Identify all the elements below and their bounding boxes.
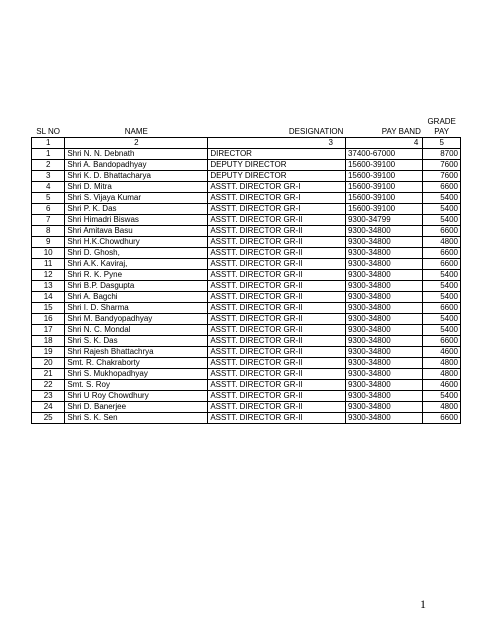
- cell-grade-pay: 6600: [423, 413, 461, 424]
- table-row: [32, 358, 461, 369]
- cell-pay-band: 9300-34800: [345, 314, 422, 325]
- cell-pay-band: 9300-34800: [345, 325, 422, 336]
- cell-grade-pay: 5400: [423, 281, 461, 292]
- table-row: [32, 314, 461, 325]
- cell-name: Shri S. Vijaya Kumar: [65, 193, 208, 204]
- table-row: [32, 380, 461, 391]
- cell-pay-band: 15600-39100: [345, 182, 422, 193]
- column-number: 4: [345, 138, 422, 149]
- cell-designation: ASSTT. DIRECTOR GR-II: [208, 215, 346, 226]
- cell-grade-pay: 5400: [423, 314, 461, 325]
- cell-sl-no: 5: [32, 193, 65, 204]
- table-row: [32, 292, 461, 303]
- cell-sl-no: 14: [32, 292, 65, 303]
- table-row: [32, 149, 461, 160]
- table-row: [32, 160, 461, 171]
- staff-pay-table: [31, 117, 461, 424]
- cell-sl-no: 18: [32, 336, 65, 347]
- cell-sl-no: 21: [32, 369, 65, 380]
- cell-grade-pay: 5400: [423, 270, 461, 281]
- cell-pay-band: 9300-34800: [345, 347, 422, 358]
- cell-grade-pay: 5400: [423, 391, 461, 402]
- cell-designation: ASSTT. DIRECTOR GR-II: [208, 292, 346, 303]
- cell-sl-no: 10: [32, 248, 65, 259]
- cell-designation: ASSTT. DIRECTOR GR-II: [208, 314, 346, 325]
- cell-designation: ASSTT. DIRECTOR GR-II: [208, 413, 346, 424]
- cell-pay-band: 37400-67000: [345, 149, 422, 160]
- column-number: 1: [32, 138, 65, 149]
- header-grade-pay: [423, 117, 461, 138]
- cell-designation: ASSTT. DIRECTOR GR-II: [208, 303, 346, 314]
- cell-name: Shri B.P. Dasgupta: [65, 281, 208, 292]
- cell-grade-pay: 6600: [423, 248, 461, 259]
- cell-name: Shri A.K. Kaviraj,: [65, 259, 208, 270]
- cell-sl-no: 6: [32, 204, 65, 215]
- cell-designation: ASSTT. DIRECTOR GR-II: [208, 347, 346, 358]
- cell-name: Shri N. N. Debnath: [65, 149, 208, 160]
- page-number: 1: [420, 597, 426, 611]
- header-sl-no: SL NO: [36, 127, 61, 136]
- column-number: 2: [65, 138, 208, 149]
- table-row: [32, 248, 461, 259]
- cell-pay-band: 9300-34800: [345, 336, 422, 347]
- cell-pay-band: 9300-34800: [345, 380, 422, 391]
- cell-designation: DEPUTY DIRECTOR: [208, 171, 346, 182]
- cell-grade-pay: 7600: [423, 160, 461, 171]
- cell-grade-pay: 5400: [423, 204, 461, 215]
- cell-designation: ASSTT. DIRECTOR GR-I: [208, 193, 346, 204]
- cell-grade-pay: 4800: [423, 237, 461, 248]
- cell-grade-pay: 4800: [423, 402, 461, 413]
- cell-sl-no: 2: [32, 160, 65, 171]
- table-row: [32, 171, 461, 182]
- cell-pay-band: 9300-34800: [345, 369, 422, 380]
- cell-grade-pay: 6600: [423, 226, 461, 237]
- table-row: [32, 237, 461, 248]
- cell-pay-band: 15600-39100: [345, 171, 422, 182]
- cell-pay-band: 9300-34800: [345, 270, 422, 281]
- cell-sl-no: 7: [32, 215, 65, 226]
- cell-designation: ASSTT. DIRECTOR GR-II: [208, 358, 346, 369]
- table-row: [32, 391, 461, 402]
- cell-name: Shri S. Mukhopadhyay: [65, 369, 208, 380]
- cell-designation: ASSTT. DIRECTOR GR-II: [208, 248, 346, 259]
- cell-sl-no: 22: [32, 380, 65, 391]
- cell-sl-no: 23: [32, 391, 65, 402]
- cell-grade-pay: 6600: [423, 259, 461, 270]
- header-pay-band: PAY BAND: [381, 127, 421, 136]
- cell-name: Shri Amitava Basu: [65, 226, 208, 237]
- cell-name: Shri H.K.Chowdhury: [65, 237, 208, 248]
- column-number: 3: [208, 138, 346, 149]
- cell-sl-no: 11: [32, 259, 65, 270]
- cell-grade-pay: 5400: [423, 215, 461, 226]
- cell-designation: ASSTT. DIRECTOR GR-II: [208, 259, 346, 270]
- cell-pay-band: 9300-34800: [345, 237, 422, 248]
- cell-name: Shri N. C. Mondal: [65, 325, 208, 336]
- cell-designation: ASSTT. DIRECTOR GR-II: [208, 270, 346, 281]
- cell-name: Shri A. Bagchi: [65, 292, 208, 303]
- cell-pay-band: 9300-34800: [345, 303, 422, 314]
- cell-grade-pay: 4600: [423, 347, 461, 358]
- table-row: [32, 215, 461, 226]
- table-row: [32, 325, 461, 336]
- cell-grade-pay: 4600: [423, 380, 461, 391]
- cell-pay-band: 15600-39100: [345, 160, 422, 171]
- cell-designation: DIRECTOR: [208, 149, 346, 160]
- cell-designation: ASSTT. DIRECTOR GR-II: [208, 226, 346, 237]
- cell-designation: ASSTT. DIRECTOR GR-II: [208, 336, 346, 347]
- cell-pay-band: 9300-34800: [345, 259, 422, 270]
- cell-pay-band: 9300-34800: [345, 226, 422, 237]
- table-row: [32, 193, 461, 204]
- cell-grade-pay: 5400: [423, 292, 461, 303]
- header-designation: DESIGNATION: [288, 127, 344, 136]
- cell-grade-pay: 6600: [423, 336, 461, 347]
- cell-pay-band: 9300-34800: [345, 281, 422, 292]
- header-name: NAME: [124, 127, 148, 136]
- cell-grade-pay: 5400: [423, 325, 461, 336]
- cell-name: Smt. R. Chakraborty: [65, 358, 208, 369]
- cell-name: Shri Rajesh Bhattachrya: [65, 347, 208, 358]
- cell-pay-band: 9300-34799: [345, 215, 422, 226]
- cell-sl-no: 20: [32, 358, 65, 369]
- cell-sl-no: 12: [32, 270, 65, 281]
- cell-grade-pay: 4800: [423, 358, 461, 369]
- cell-designation: DEPUTY DIRECTOR: [208, 160, 346, 171]
- cell-sl-no: 15: [32, 303, 65, 314]
- cell-grade-pay: 7600: [423, 171, 461, 182]
- cell-name: Shri R. K. Pyne: [65, 270, 208, 281]
- cell-designation: ASSTT. DIRECTOR GR-I: [208, 182, 346, 193]
- column-number-row: [32, 138, 461, 149]
- cell-designation: ASSTT. DIRECTOR GR-II: [208, 369, 346, 380]
- cell-designation: ASSTT. DIRECTOR GR-II: [208, 380, 346, 391]
- cell-sl-no: 9: [32, 237, 65, 248]
- cell-designation: ASSTT. DIRECTOR GR-II: [208, 325, 346, 336]
- cell-sl-no: 4: [32, 182, 65, 193]
- cell-grade-pay: 5400: [423, 193, 461, 204]
- cell-pay-band: 9300-34800: [345, 248, 422, 259]
- cell-name: Shri P. K. Das: [65, 204, 208, 215]
- cell-name: Shri S. K. Sen: [65, 413, 208, 424]
- table-row: [32, 402, 461, 413]
- cell-name: Shri Himadri Biswas: [65, 215, 208, 226]
- cell-designation: ASSTT. DIRECTOR GR-II: [208, 237, 346, 248]
- cell-sl-no: 3: [32, 171, 65, 182]
- table-row: [32, 281, 461, 292]
- cell-sl-no: 24: [32, 402, 65, 413]
- cell-name: Shri D. Banerjee: [65, 402, 208, 413]
- table-row: [32, 204, 461, 215]
- cell-sl-no: 8: [32, 226, 65, 237]
- cell-pay-band: 15600-39100: [345, 193, 422, 204]
- cell-name: Shri U Roy Chowdhury: [65, 391, 208, 402]
- cell-designation: ASSTT. DIRECTOR GR-I: [208, 204, 346, 215]
- cell-name: Smt. S. Roy: [65, 380, 208, 391]
- column-number: 5: [423, 138, 461, 149]
- cell-sl-no: 17: [32, 325, 65, 336]
- cell-grade-pay: 6600: [423, 303, 461, 314]
- header-row: [32, 117, 461, 138]
- cell-pay-band: 9300-34800: [345, 292, 422, 303]
- header-grade-pay-line1: GRADE: [427, 117, 456, 126]
- cell-sl-no: 13: [32, 281, 65, 292]
- table-row: [32, 226, 461, 237]
- cell-pay-band: 9300-34800: [345, 358, 422, 369]
- cell-sl-no: 25: [32, 413, 65, 424]
- cell-name: Shri A. Bandopadhyay: [65, 160, 208, 171]
- header-grade-pay-line2: PAY: [434, 127, 450, 136]
- table-row: [32, 336, 461, 347]
- table-row: [32, 270, 461, 281]
- cell-pay-band: 15600-39100: [345, 204, 422, 215]
- cell-pay-band: 9300-34800: [345, 413, 422, 424]
- cell-name: Shri D. Ghosh,: [65, 248, 208, 259]
- cell-designation: ASSTT. DIRECTOR GR-II: [208, 391, 346, 402]
- cell-grade-pay: 8700: [423, 149, 461, 160]
- cell-name: Shri K. D. Bhattacharya: [65, 171, 208, 182]
- cell-name: Shri M. Bandyopadhyay: [65, 314, 208, 325]
- cell-grade-pay: 6600: [423, 182, 461, 193]
- table-row: [32, 303, 461, 314]
- cell-sl-no: 1: [32, 149, 65, 160]
- table-row: [32, 413, 461, 424]
- table-row: [32, 369, 461, 380]
- cell-sl-no: 16: [32, 314, 65, 325]
- cell-name: Shri I. D. Sharma: [65, 303, 208, 314]
- cell-designation: ASSTT. DIRECTOR GR-II: [208, 402, 346, 413]
- cell-grade-pay: 4800: [423, 369, 461, 380]
- cell-pay-band: 9300-34800: [345, 391, 422, 402]
- table-row: [32, 182, 461, 193]
- cell-sl-no: 19: [32, 347, 65, 358]
- cell-name: Shri S. K. Das: [65, 336, 208, 347]
- table-row: [32, 259, 461, 270]
- table-row: [32, 347, 461, 358]
- cell-name: Shri D. Mitra: [65, 182, 208, 193]
- cell-designation: ASSTT. DIRECTOR GR-II: [208, 281, 346, 292]
- cell-pay-band: 9300-34800: [345, 402, 422, 413]
